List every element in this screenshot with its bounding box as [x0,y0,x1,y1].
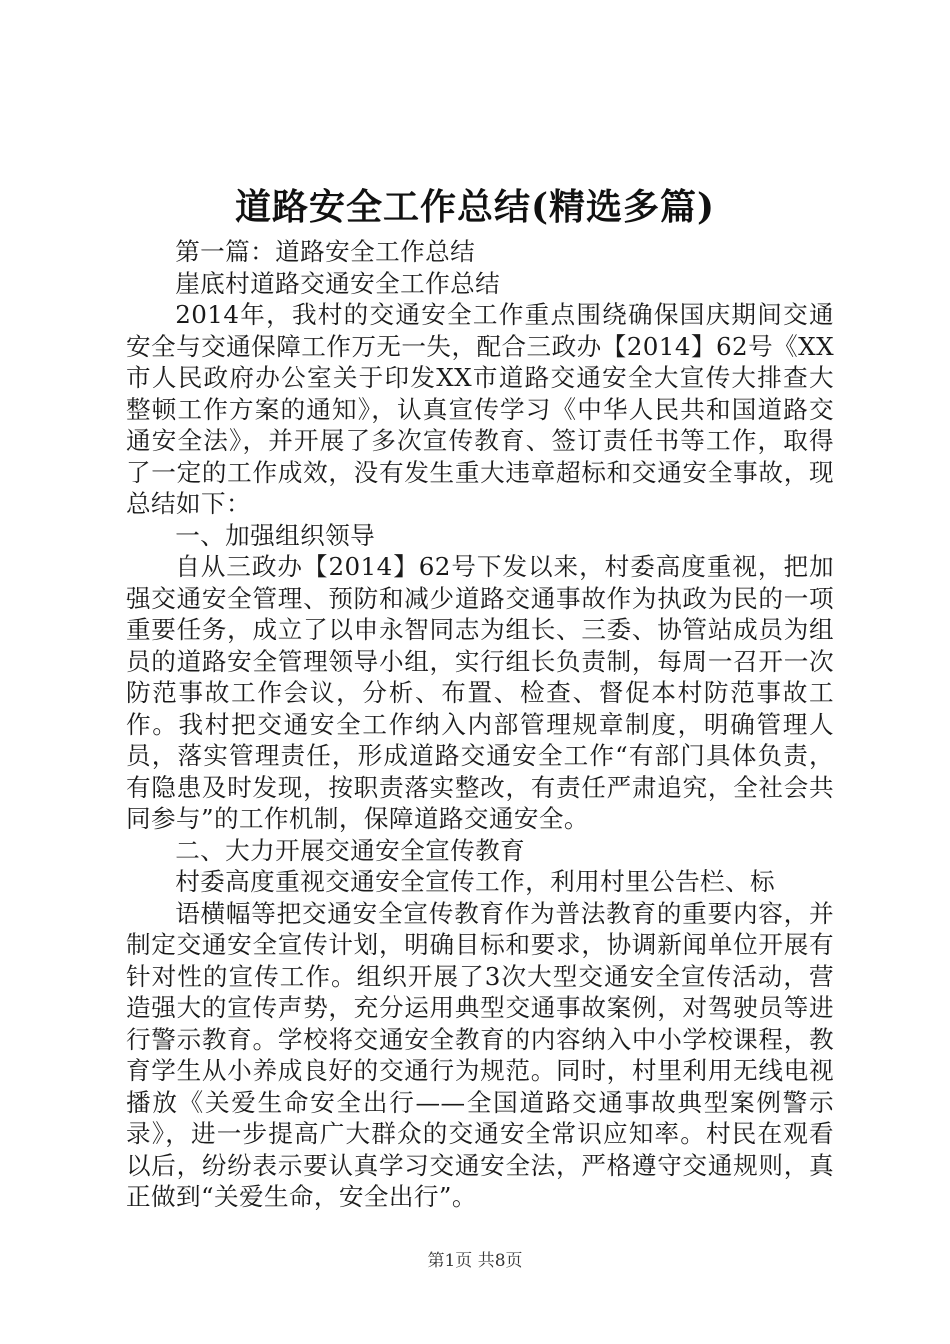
body-paragraph: 2014年，我村的交通安全工作重点围绕确保国庆期间交通安全与交通保障工作万无一失，配合三政办【2014】62号《XX市人民政府办公室关于印发XX市道路交通安全大宣传大排查大整顿工作方案的通知》，认真宣传学习《中华人民共和国道路交通安全法》，并开展了多次宣传教育、签订责任书等工作，取得了一定的工作成效，没有发生重大违章超标和交通安全事故，现总结如下： [126,300,834,518]
body-paragraph: 村委高度重视交通安全宣传工作，利用村里公告栏、标 [175,867,776,896]
section-heading: 一、加强组织领导 [175,520,376,550]
subtitle: 崖底村道路交通安全工作总结 [175,268,501,298]
section-heading: 二、大力开展交通安全宣传教育 [175,835,526,865]
page-footer: 第1页 共8页 [427,1251,523,1271]
body-paragraph: 语横幅等把交通安全宣传教育作为普法教育的重要内容，并制定交通安全宣传计划，明确目标和要求，协调新闻单位开展有针对性的宣传工作。组织开展了3次大型交通安全宣传活动，营造强大的宣传声势，充分运用典型交通事故案例，对驾驶员等进行警示教育。学校将交通安全教育的内容纳入中小学校课程，教育学生从小养成良好的交通行为规范。同时，村里利用无线电视播放《关爱生命安全出行——全国道路交通事故典型案例警示录》，进一步提高广大群众的交通安全常识应知率。村民在观看以后，纷纷表示要认真学习交通安全法，严格遵守交通规则，真正做到“关爱生命，安全出行”。 [126,898,834,1211]
body-paragraph: 自从三政办【2014】62号下发以来，村委高度重视，把加强交通安全管理、预防和减少道路交通事故作为执政为民的一项重要任务，成立了以申永智同志为组长、三委、协管站成员为组员的道路安全管理领导小组，实行组长负责制，每周一召开一次防范事故工作会议，分析、布置、检查、督促本村防范事故工作。我村把交通安全工作纳入内部管理规章制度，明确管理人员，落实管理责任，形成道路交通安全工作“有部门具体负责，有隐患及时发现，按职责落实整改，有责任严肃追究，全社会共同参与”的工作机制，保障道路交通安全。 [126,552,834,833]
document-body [126,236,834,1213]
document-title: 道路安全工作总结(精选多篇) [234,186,716,228]
section-heading: 第一篇：道路安全工作总结 [175,237,476,266]
